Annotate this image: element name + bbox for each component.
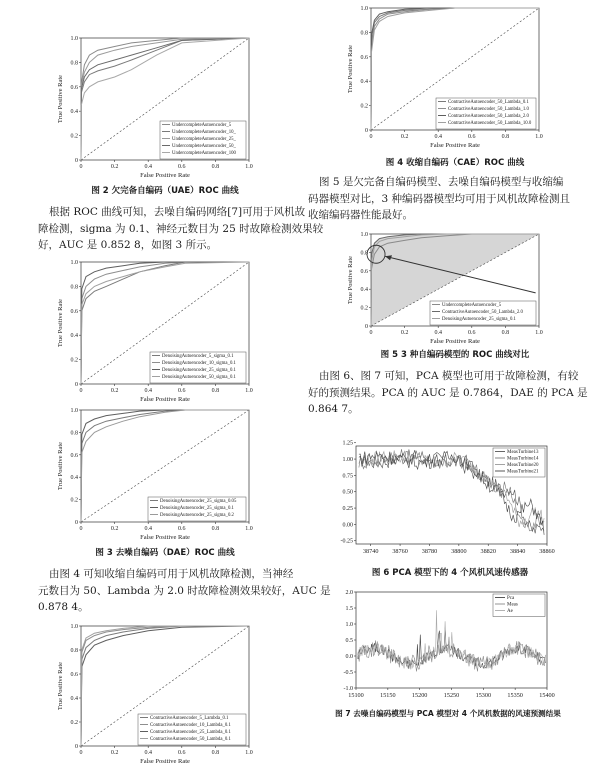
fig4-svg <box>345 0 545 150</box>
y-tick-label: 0.8 <box>70 430 78 437</box>
x-tick-label: 0 <box>79 526 83 532</box>
x-tick-label: 0.4 <box>144 526 152 532</box>
fig3b-svg <box>55 402 255 542</box>
x-tick-label: 38800 <box>451 548 467 555</box>
y-tick-label: 0 <box>365 128 368 134</box>
y-tick-label: 0.8 <box>70 284 78 291</box>
x-tick-label: 0 <box>79 750 83 756</box>
y-tick-label: 0.4 <box>70 696 78 702</box>
legend-entry: ContractiveAutoencoder_50_Lambda_2.0 <box>448 114 529 119</box>
fig6-chart <box>330 440 555 560</box>
y-tick-label: 1.25 <box>342 440 353 447</box>
legend-entry: MeasTurbine13 <box>507 450 539 455</box>
para4-line-3: 0.864 7。 <box>308 403 359 415</box>
y-axis-label: True Positive Rate <box>57 661 64 711</box>
x-tick-label: 15400 <box>539 692 555 699</box>
y-tick-label: 0.4 <box>360 79 368 86</box>
legend-entry: UndercompleteAutoencoder_100 <box>172 151 236 156</box>
y-tick-label: 0.0 <box>345 654 353 660</box>
x-tick-label: 0.4 <box>434 330 442 336</box>
para2-line-1: 由图 4 可知收缩自编码可用于风机故障检测，当神经 <box>49 568 294 580</box>
x-tick-label: 1.0 <box>245 526 253 532</box>
y-tick-label: 0.75 <box>342 473 353 480</box>
legend-entry: DenoisingAutoencoder_25_sigma_0.1 <box>162 368 236 373</box>
x-axis-label: False Positive Rate <box>140 534 190 541</box>
paragraph-3 <box>308 174 578 224</box>
x-tick-label: 0.2 <box>110 388 119 394</box>
y-tick-label: 0.6 <box>70 308 78 315</box>
fig3a-chart <box>55 254 255 404</box>
fig7-svg <box>330 586 555 704</box>
y-tick-label: -0.25 <box>340 538 353 545</box>
y-tick-label: 0.8 <box>360 250 368 257</box>
x-tick-label: 0.8 <box>211 750 220 756</box>
x-tick-label: 0.4 <box>144 750 152 756</box>
x-tick-label: 0 <box>369 134 373 140</box>
y-tick-label: 0 <box>75 158 78 164</box>
legend-entry: ContractiveAutoencoder_50_Lambda_10.0 <box>448 121 532 126</box>
para1-line-1: 根据 ROC 曲线可知，去噪自编码网络[7]可用于风机故 <box>49 206 306 218</box>
y-tick-label: 0.6 <box>70 84 78 91</box>
y-tick-label: 0.2 <box>70 720 78 726</box>
x-tick-label: 0 <box>79 164 83 170</box>
x-tick-label: 0 <box>369 330 373 336</box>
fig4-chart <box>345 0 545 150</box>
x-tick-label: 0.4 <box>144 388 152 394</box>
x-tick-label: 38760 <box>392 548 408 555</box>
y-tick-label: 1.0 <box>70 408 78 414</box>
legend-entry: DenoisingAutoencoder_25_sigma_0.2 <box>160 513 234 518</box>
x-tick-label: 0.4 <box>144 164 152 170</box>
x-tick-label: 1.0 <box>535 134 543 140</box>
fig-bottom-left-chart <box>55 618 255 766</box>
y-tick-label: 0.4 <box>70 109 78 116</box>
x-tick-label: 0.2 <box>400 330 409 336</box>
paragraph-1 <box>38 204 324 254</box>
fig5-chart <box>345 226 545 346</box>
x-tick-label: 38740 <box>362 548 379 555</box>
y-tick-label: 0 <box>75 382 78 388</box>
x-axis-label: False Positive Rate <box>140 758 190 765</box>
x-tick-label: 0.8 <box>501 134 510 140</box>
legend-entry: Meas <box>507 602 518 608</box>
para3-line-1: 图 5 是欠完备自编码模型、去噪自编码模型与收缩编 <box>319 176 564 188</box>
x-tick-label: 1.0 <box>535 330 543 336</box>
legend-entry: UndercompleteAutoencoder_50_ <box>172 144 236 149</box>
x-tick-label: 0.2 <box>400 134 409 140</box>
legend-entry: DenoisingAutoencoder_25_sigma_0.1 <box>160 506 234 511</box>
x-tick-label: 0.8 <box>211 526 220 532</box>
y-tick-label: 0.2 <box>70 497 78 504</box>
y-tick-label: 1.0 <box>345 622 353 628</box>
y-axis-label: True Positive Rate <box>57 298 64 348</box>
fig4-caption: 图 4 收缩自编码（CAE）ROC 曲线 <box>385 158 525 168</box>
x-tick-label: 1.0 <box>245 750 253 756</box>
x-tick-label: 0.8 <box>211 388 220 394</box>
x-tick-label: 38820 <box>480 548 496 555</box>
y-tick-label: 0.6 <box>360 268 368 275</box>
y-tick-label: 0.4 <box>70 333 78 340</box>
x-tick-label: 1.0 <box>245 164 253 170</box>
y-tick-label: 1.0 <box>360 6 368 12</box>
fig6-svg <box>330 440 555 560</box>
x-tick-label: 0.2 <box>110 526 119 532</box>
x-tick-label: 0 <box>79 388 83 394</box>
fig2-caption: 图 2 欠完备自编码（UAE）ROC 曲线 <box>91 186 239 196</box>
legend-entry: ContractiveAutoencoder_50_Lambda_1.0 <box>448 107 529 112</box>
y-tick-label: 0.6 <box>360 54 368 61</box>
para1-line-2: 障检测，sigma 为 0.1、神经元数目为 25 时故障检测效果较 <box>38 222 324 235</box>
y-tick-label: 0.2 <box>360 103 368 110</box>
y-axis-label: True Positive Rate <box>347 44 354 94</box>
x-tick-label: 0.6 <box>178 750 186 756</box>
y-tick-label: 0.50 <box>342 489 353 496</box>
y-tick-label: 1.0 <box>70 260 78 266</box>
y-tick-label: 0.2 <box>70 133 78 140</box>
x-tick-label: 0.2 <box>110 164 119 170</box>
x-tick-label: 0.6 <box>178 526 186 532</box>
y-tick-label: 1.00 <box>342 457 353 464</box>
x-tick-label: 15200 <box>411 692 428 699</box>
y-tick-label: 0 <box>75 744 78 750</box>
legend-entry: Pca <box>507 596 515 601</box>
legend-entry: UndercompleteAutoencoder_10_ <box>172 130 236 135</box>
legend-entry: DenoisingAutoencoder_25_sigma_0.05 <box>160 499 237 504</box>
x-tick-label: 15150 <box>380 692 396 699</box>
legend-entry: ContractiveAutoencoder_25_Lambda_0.1 <box>150 730 231 735</box>
y-tick-label: 0.5 <box>345 638 353 644</box>
y-tick-label: 0.8 <box>360 30 368 37</box>
y-tick-label: 0.4 <box>360 287 368 294</box>
legend-entry: ContractiveAutoencoder_5_Lambda_0.1 <box>150 716 229 721</box>
legend-entry: DenoisingAutoencoder_50_sigma_0.1 <box>162 375 236 380</box>
legend-entry: UndercompleteAutoencoder_25_ <box>172 137 236 142</box>
fig6-caption: 图 6 PCA 模型下的 4 个风机风速传感器 <box>371 568 529 578</box>
paragraph-2 <box>38 566 331 616</box>
para4-line-2: 好的预测结果。PCA 的 AUC 是 0.7864，DAE 的 PCA 是 <box>308 386 588 399</box>
y-tick-label: -1.0 <box>343 686 353 692</box>
x-tick-label: 15300 <box>475 692 492 699</box>
x-tick-label: 15100 <box>348 692 364 699</box>
x-tick-label: 15350 <box>507 692 523 699</box>
legend-entry: DenoisingAutoencoder_5_sigma_0.1 <box>162 354 234 359</box>
y-tick-label: 0.6 <box>70 672 78 678</box>
y-tick-label: 0 <box>365 324 368 330</box>
x-tick-label: 0.6 <box>468 330 476 336</box>
fig2-svg <box>55 30 255 180</box>
y-tick-label: 0.25 <box>342 506 353 513</box>
y-tick-label: 1.0 <box>360 232 368 238</box>
y-axis-label: True Positive Rate <box>347 255 354 305</box>
y-tick-label: 1.0 <box>70 36 78 42</box>
legend-entry: MeasTurbine20 <box>507 463 539 468</box>
legend-entry: ContractiveAutoencoder_50_Lambda_0.1 <box>150 737 231 742</box>
x-tick-label: 1.0 <box>245 388 253 394</box>
legend-entry: UndercompleteAutoencoder_5 <box>442 303 502 308</box>
x-tick-label: 0.6 <box>468 134 476 140</box>
y-tick-label: 0 <box>75 520 78 526</box>
legend-entry: DenoisingAutoencoder_10_sigma_0.1 <box>162 361 236 366</box>
y-tick-label: 0.00 <box>342 522 353 529</box>
legend-entry: ContractiveAutoencoder_50_Lambda_2.0 <box>442 310 523 315</box>
fig3b-chart <box>55 402 255 542</box>
x-tick-label: 15250 <box>443 692 460 699</box>
y-tick-label: 0.8 <box>70 60 78 67</box>
x-tick-label: 0.4 <box>434 134 442 140</box>
x-tick-label: 38780 <box>421 548 438 555</box>
x-tick-label: 0.2 <box>110 750 119 756</box>
fig-bottom-left-svg <box>55 618 255 766</box>
legend-entry: ContractiveAutoencoder_10_Lambda_0.1 <box>150 723 231 728</box>
y-tick-label: 0.6 <box>70 452 78 459</box>
y-tick-label: 1.5 <box>345 606 353 612</box>
legend-entry: ContractiveAutoencoder_50_Lambda_0.1 <box>448 100 529 105</box>
y-tick-label: 2.0 <box>345 590 353 596</box>
legend-entry: MeasTurbine14 <box>507 456 539 462</box>
fig2-chart <box>55 30 255 180</box>
x-tick-label: 0.8 <box>211 164 220 170</box>
para2-line-2: 元数目为 50、Lambda 为 2.0 时故障检测效果较好，AUC 是 <box>38 584 331 597</box>
para1-line-3: 好，AUC 是 0.852 8，如图 3 所示。 <box>38 239 218 251</box>
x-tick-label: 0.6 <box>178 164 186 170</box>
x-tick-label: 38840 <box>509 548 526 555</box>
y-axis-label: True Positive Rate <box>57 74 64 124</box>
y-tick-label: 0.2 <box>360 305 368 312</box>
legend-entry: UndercompleteAutoencoder_5 <box>172 123 232 128</box>
y-axis-label: True Positive Rate <box>57 441 64 491</box>
para4-line-1: 由图 6、图 7 可知，PCA 模型也可用于故障检测，有较 <box>319 370 579 382</box>
y-tick-label: -0.5 <box>343 670 353 676</box>
x-axis-label: False Positive Rate <box>430 142 480 149</box>
fig7-caption: 图 7 去噪自编码模型与 PCA 模型对 4 个风机数据的风速预测结果 <box>335 709 561 718</box>
fig7-chart <box>330 586 555 704</box>
x-axis-label: False Positive Rate <box>140 172 190 179</box>
legend-entry: Ae <box>507 609 513 614</box>
y-tick-label: 0.8 <box>70 648 78 654</box>
x-axis-label: False Positive Rate <box>430 338 480 345</box>
fig3-caption: 图 3 去噪自编码（DAE）ROC 曲线 <box>95 548 235 558</box>
fig5-caption: 图 5 3 种自编码模型的 ROC 曲线对比 <box>380 350 530 360</box>
x-tick-label: 38860 <box>539 548 555 555</box>
y-tick-label: 0.4 <box>70 475 78 482</box>
fig5-svg <box>345 226 545 346</box>
para3-line-2: 码器模型对比，3 种编码器模型均可用于风机故障检测且 <box>308 192 571 205</box>
paragraph-4 <box>308 368 588 418</box>
x-tick-label: 0.6 <box>178 388 186 394</box>
fig3a-svg <box>55 254 255 404</box>
y-tick-label: 1.0 <box>70 624 78 630</box>
x-tick-label: 0.8 <box>501 330 510 336</box>
legend-entry: DenoisingAutoencoder_25_sigma_0.1 <box>442 317 516 322</box>
para3-line-3: 收缩编码器性能最好。 <box>308 209 413 221</box>
y-tick-label: 0.2 <box>70 357 78 364</box>
x-axis-label: False Positive Rate <box>140 396 190 403</box>
para2-line-3: 0.878 4。 <box>38 601 89 613</box>
legend-entry: MeasTurbine21 <box>507 469 539 475</box>
